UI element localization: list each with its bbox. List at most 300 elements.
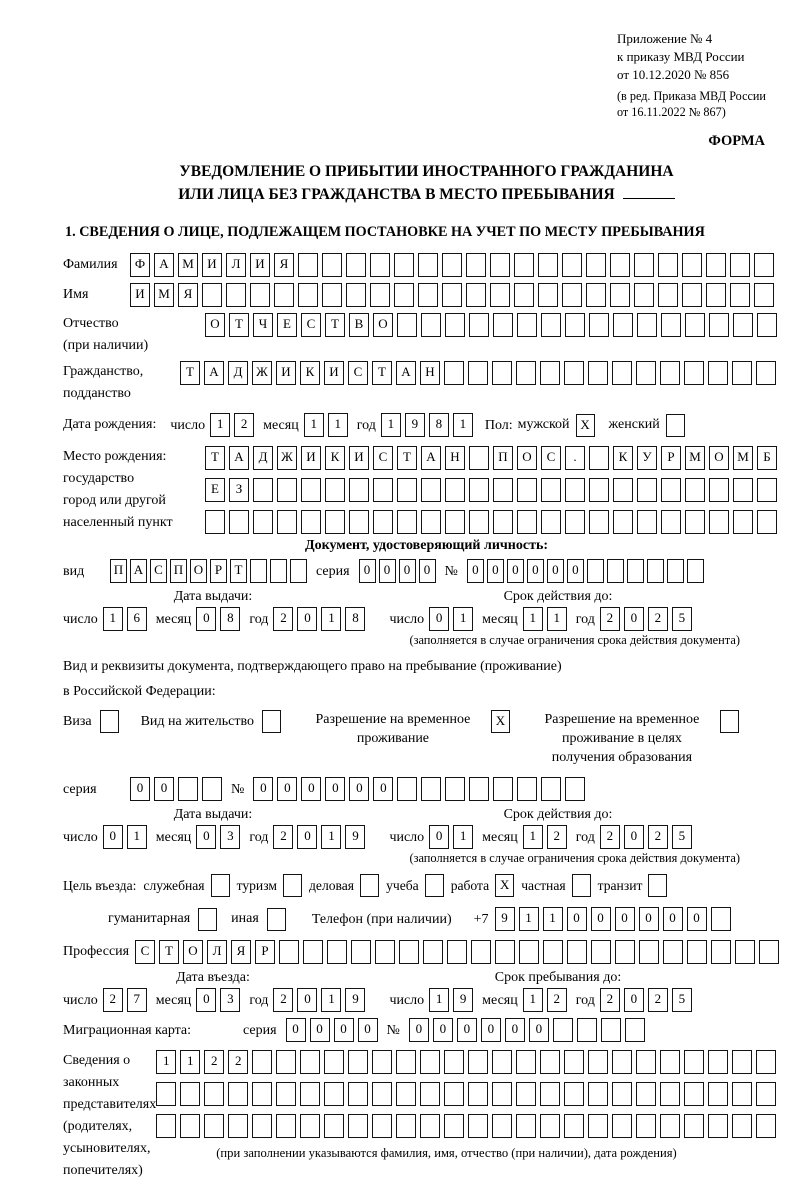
char-box[interactable]: С [301, 313, 321, 337]
char-box[interactable] [588, 1050, 608, 1074]
char-box[interactable] [466, 283, 486, 307]
char-box[interactable] [517, 478, 537, 502]
char-box[interactable] [442, 283, 462, 307]
char-box[interactable]: Е [277, 313, 297, 337]
char-box[interactable]: Т [372, 361, 392, 385]
char-box[interactable] [636, 1114, 656, 1138]
char-box[interactable]: 0 [507, 559, 524, 583]
char-box[interactable]: 0 [419, 559, 436, 583]
char-box[interactable]: 0 [349, 777, 369, 801]
char-box[interactable]: Ж [277, 446, 297, 470]
char-box[interactable]: К [300, 361, 320, 385]
char-box[interactable]: 0 [373, 777, 393, 801]
char-box[interactable]: А [421, 446, 441, 470]
char-box[interactable] [589, 510, 609, 534]
char-box[interactable]: 0 [433, 1018, 453, 1042]
purpose-business-checkbox[interactable] [211, 874, 230, 897]
char-box[interactable]: И [202, 253, 222, 277]
visa-checkbox[interactable] [100, 710, 119, 733]
char-box[interactable] [469, 777, 489, 801]
char-box[interactable]: 0 [196, 825, 216, 849]
char-box[interactable]: 1 [103, 607, 123, 631]
char-box[interactable]: 0 [358, 1018, 378, 1042]
char-box[interactable]: 0 [297, 988, 317, 1012]
char-box[interactable]: 0 [334, 1018, 354, 1042]
purpose-commercial-checkbox[interactable] [360, 874, 379, 897]
char-box[interactable]: 5 [672, 607, 692, 631]
char-box[interactable] [711, 940, 731, 964]
char-box[interactable] [541, 478, 561, 502]
char-box[interactable]: 2 [600, 607, 620, 631]
char-box[interactable]: М [685, 446, 705, 470]
char-box[interactable] [663, 940, 683, 964]
char-box[interactable] [252, 1114, 272, 1138]
char-box[interactable] [420, 1050, 440, 1074]
char-box[interactable] [178, 777, 198, 801]
char-box[interactable] [325, 510, 345, 534]
char-box[interactable]: 2 [648, 607, 668, 631]
char-box[interactable]: 2 [228, 1050, 248, 1074]
char-box[interactable]: И [250, 253, 270, 277]
char-box[interactable] [639, 940, 659, 964]
char-box[interactable]: 0 [297, 825, 317, 849]
char-box[interactable]: Р [255, 940, 275, 964]
char-box[interactable] [420, 1082, 440, 1106]
char-box[interactable] [541, 313, 561, 337]
char-box[interactable] [327, 940, 347, 964]
char-box[interactable]: 1 [156, 1050, 176, 1074]
char-box[interactable] [564, 361, 584, 385]
char-box[interactable] [756, 1114, 776, 1138]
char-box[interactable] [687, 940, 707, 964]
char-box[interactable] [565, 478, 585, 502]
char-box[interactable] [445, 510, 465, 534]
char-box[interactable]: 1 [547, 607, 567, 631]
char-box[interactable] [540, 1050, 560, 1074]
char-box[interactable] [204, 1082, 224, 1106]
char-box[interactable]: 0 [467, 559, 484, 583]
char-box[interactable]: Я [178, 283, 198, 307]
char-box[interactable] [540, 361, 560, 385]
char-box[interactable]: 0 [325, 777, 345, 801]
char-box[interactable] [394, 253, 414, 277]
char-box[interactable] [301, 478, 321, 502]
char-box[interactable] [204, 1114, 224, 1138]
char-box[interactable] [420, 1114, 440, 1138]
char-box[interactable]: 0 [103, 825, 123, 849]
char-box[interactable] [636, 1050, 656, 1074]
char-box[interactable]: 0 [409, 1018, 429, 1042]
char-box[interactable] [250, 283, 270, 307]
char-box[interactable]: 2 [648, 825, 668, 849]
char-box[interactable] [444, 1082, 464, 1106]
char-box[interactable] [516, 361, 536, 385]
char-box[interactable]: 0 [196, 607, 216, 631]
char-box[interactable]: И [276, 361, 296, 385]
char-box[interactable]: 9 [495, 907, 515, 931]
char-box[interactable] [637, 510, 657, 534]
purpose-transit-checkbox[interactable] [648, 874, 667, 897]
char-box[interactable] [732, 361, 752, 385]
char-box[interactable]: 0 [310, 1018, 330, 1042]
char-box[interactable] [274, 283, 294, 307]
char-box[interactable]: С [135, 940, 155, 964]
char-box[interactable] [685, 510, 705, 534]
residence-permit-checkbox[interactable] [262, 710, 281, 733]
char-box[interactable]: И [349, 446, 369, 470]
char-box[interactable] [612, 1050, 632, 1074]
purpose-study-checkbox[interactable] [425, 874, 444, 897]
char-box[interactable]: 0 [429, 607, 449, 631]
char-box[interactable] [324, 1114, 344, 1138]
char-box[interactable] [394, 283, 414, 307]
char-box[interactable] [202, 283, 222, 307]
char-box[interactable] [682, 253, 702, 277]
char-box[interactable]: 0 [567, 907, 587, 931]
char-box[interactable] [660, 1082, 680, 1106]
char-box[interactable] [471, 940, 491, 964]
char-box[interactable] [468, 361, 488, 385]
char-box[interactable]: М [733, 446, 753, 470]
char-box[interactable] [322, 283, 342, 307]
char-box[interactable] [661, 510, 681, 534]
char-box[interactable] [591, 940, 611, 964]
char-box[interactable] [754, 283, 774, 307]
char-box[interactable] [373, 510, 393, 534]
char-box[interactable] [730, 253, 750, 277]
char-box[interactable]: 1 [180, 1050, 200, 1074]
purpose-tourism-checkbox[interactable] [283, 874, 302, 897]
char-box[interactable]: 2 [103, 988, 123, 1012]
char-box[interactable]: Н [445, 446, 465, 470]
char-box[interactable]: Б [757, 446, 777, 470]
char-box[interactable] [348, 1050, 368, 1074]
char-box[interactable] [612, 1082, 632, 1106]
char-box[interactable]: 9 [345, 825, 365, 849]
char-box[interactable]: П [110, 559, 127, 583]
char-box[interactable] [490, 253, 510, 277]
char-box[interactable] [300, 1082, 320, 1106]
char-box[interactable] [757, 313, 777, 337]
char-box[interactable]: Р [210, 559, 227, 583]
char-box[interactable]: 0 [277, 777, 297, 801]
char-box[interactable]: 5 [672, 825, 692, 849]
char-box[interactable] [180, 1114, 200, 1138]
char-box[interactable] [636, 1082, 656, 1106]
char-box[interactable]: 1 [321, 988, 341, 1012]
char-box[interactable] [756, 1050, 776, 1074]
char-box[interactable]: 9 [345, 988, 365, 1012]
char-box[interactable]: 1 [127, 825, 147, 849]
char-box[interactable]: 0 [457, 1018, 477, 1042]
char-box[interactable] [517, 777, 537, 801]
char-box[interactable]: О [205, 313, 225, 337]
char-box[interactable]: 9 [405, 413, 425, 437]
char-box[interactable]: Е [205, 478, 225, 502]
char-box[interactable] [252, 1050, 272, 1074]
char-box[interactable] [706, 283, 726, 307]
char-box[interactable]: 1 [304, 413, 324, 437]
char-box[interactable]: С [150, 559, 167, 583]
char-box[interactable]: 2 [204, 1050, 224, 1074]
char-box[interactable]: 1 [453, 825, 473, 849]
char-box[interactable] [543, 940, 563, 964]
char-box[interactable] [684, 1114, 704, 1138]
char-box[interactable] [711, 907, 731, 931]
char-box[interactable] [421, 478, 441, 502]
char-box[interactable] [610, 283, 630, 307]
char-box[interactable] [348, 1114, 368, 1138]
char-box[interactable] [444, 1114, 464, 1138]
char-box[interactable]: 7 [127, 988, 147, 1012]
gender-male-checkbox[interactable]: X [576, 414, 595, 437]
char-box[interactable] [567, 940, 587, 964]
char-box[interactable] [469, 313, 489, 337]
char-box[interactable]: 0 [529, 1018, 549, 1042]
char-box[interactable] [661, 313, 681, 337]
char-box[interactable] [156, 1114, 176, 1138]
char-box[interactable] [279, 940, 299, 964]
char-box[interactable] [514, 283, 534, 307]
char-box[interactable] [708, 1050, 728, 1074]
char-box[interactable] [346, 253, 366, 277]
char-box[interactable] [588, 361, 608, 385]
char-box[interactable]: 0 [130, 777, 150, 801]
char-box[interactable] [228, 1082, 248, 1106]
char-box[interactable]: С [541, 446, 561, 470]
char-box[interactable] [396, 1050, 416, 1074]
char-box[interactable]: А [130, 559, 147, 583]
char-box[interactable]: Л [207, 940, 227, 964]
char-box[interactable]: И [301, 446, 321, 470]
purpose-humanitarian-checkbox[interactable] [198, 908, 217, 931]
char-box[interactable] [757, 478, 777, 502]
char-box[interactable] [348, 1082, 368, 1106]
char-box[interactable] [601, 1018, 621, 1042]
char-box[interactable]: 2 [547, 825, 567, 849]
char-box[interactable]: 0 [196, 988, 216, 1012]
char-box[interactable] [757, 510, 777, 534]
char-box[interactable] [516, 1082, 536, 1106]
char-box[interactable]: Р [661, 446, 681, 470]
char-box[interactable] [612, 361, 632, 385]
char-box[interactable]: 0 [379, 559, 396, 583]
char-box[interactable] [565, 510, 585, 534]
char-box[interactable] [324, 1050, 344, 1074]
char-box[interactable] [397, 478, 417, 502]
char-box[interactable] [565, 777, 585, 801]
char-box[interactable] [514, 253, 534, 277]
char-box[interactable] [270, 559, 287, 583]
char-box[interactable]: Т [397, 446, 417, 470]
char-box[interactable]: Я [231, 940, 251, 964]
char-box[interactable] [519, 940, 539, 964]
char-box[interactable]: 0 [429, 825, 449, 849]
char-box[interactable] [667, 559, 684, 583]
gender-female-checkbox[interactable] [666, 414, 685, 437]
char-box[interactable]: И [324, 361, 344, 385]
char-box[interactable]: 0 [487, 559, 504, 583]
char-box[interactable] [495, 940, 515, 964]
char-box[interactable]: 1 [381, 413, 401, 437]
char-box[interactable]: 1 [453, 413, 473, 437]
char-box[interactable]: В [349, 313, 369, 337]
char-box[interactable] [660, 361, 680, 385]
char-box[interactable]: 1 [328, 413, 348, 437]
char-box[interactable] [684, 1050, 704, 1074]
char-box[interactable]: 0 [286, 1018, 306, 1042]
char-box[interactable] [708, 361, 728, 385]
char-box[interactable] [682, 283, 702, 307]
char-box[interactable] [733, 478, 753, 502]
char-box[interactable] [325, 478, 345, 502]
char-box[interactable] [397, 510, 417, 534]
char-box[interactable]: 1 [523, 607, 543, 631]
char-box[interactable]: А [229, 446, 249, 470]
char-box[interactable]: Ч [253, 313, 273, 337]
char-box[interactable]: Т [180, 361, 200, 385]
char-box[interactable] [205, 510, 225, 534]
char-box[interactable] [492, 1114, 512, 1138]
char-box[interactable] [733, 510, 753, 534]
char-box[interactable]: Т [159, 940, 179, 964]
char-box[interactable] [516, 1050, 536, 1074]
char-box[interactable] [228, 1114, 248, 1138]
char-box[interactable] [180, 1082, 200, 1106]
char-box[interactable] [253, 510, 273, 534]
char-box[interactable] [468, 1050, 488, 1074]
temp-permit-checkbox[interactable]: X [491, 710, 510, 733]
char-box[interactable] [300, 1050, 320, 1074]
char-box[interactable] [684, 1082, 704, 1106]
char-box[interactable] [250, 559, 267, 583]
char-box[interactable] [370, 253, 390, 277]
char-box[interactable] [298, 283, 318, 307]
char-box[interactable]: 1 [543, 907, 563, 931]
char-box[interactable] [493, 313, 513, 337]
char-box[interactable] [709, 478, 729, 502]
char-box[interactable] [351, 940, 371, 964]
char-box[interactable] [587, 559, 604, 583]
char-box[interactable] [300, 1114, 320, 1138]
char-box[interactable]: 0 [615, 907, 635, 931]
char-box[interactable] [708, 1082, 728, 1106]
char-box[interactable] [492, 1050, 512, 1074]
char-box[interactable] [468, 1114, 488, 1138]
char-box[interactable] [684, 361, 704, 385]
char-box[interactable] [588, 1114, 608, 1138]
char-box[interactable]: 0 [687, 907, 707, 931]
char-box[interactable]: 0 [359, 559, 376, 583]
char-box[interactable]: 2 [273, 607, 293, 631]
char-box[interactable]: 0 [624, 988, 644, 1012]
char-box[interactable] [661, 478, 681, 502]
char-box[interactable] [634, 253, 654, 277]
char-box[interactable]: 2 [600, 825, 620, 849]
char-box[interactable] [370, 283, 390, 307]
char-box[interactable] [492, 361, 512, 385]
char-box[interactable] [373, 478, 393, 502]
char-box[interactable] [706, 253, 726, 277]
char-box[interactable] [564, 1050, 584, 1074]
char-box[interactable] [346, 283, 366, 307]
char-box[interactable] [708, 1114, 728, 1138]
char-box[interactable] [252, 1082, 272, 1106]
char-box[interactable] [322, 253, 342, 277]
char-box[interactable]: 0 [639, 907, 659, 931]
char-box[interactable]: 0 [567, 559, 584, 583]
char-box[interactable] [156, 1082, 176, 1106]
char-box[interactable] [418, 253, 438, 277]
char-box[interactable] [447, 940, 467, 964]
char-box[interactable]: 8 [429, 413, 449, 437]
char-box[interactable] [421, 510, 441, 534]
char-box[interactable]: Т [325, 313, 345, 337]
char-box[interactable] [375, 940, 395, 964]
char-box[interactable]: К [613, 446, 633, 470]
char-box[interactable]: 2 [648, 988, 668, 1012]
char-box[interactable]: К [325, 446, 345, 470]
char-box[interactable] [492, 1082, 512, 1106]
char-box[interactable]: М [178, 253, 198, 277]
char-box[interactable] [444, 1050, 464, 1074]
char-box[interactable]: Л [226, 253, 246, 277]
char-box[interactable] [396, 1114, 416, 1138]
char-box[interactable] [396, 1082, 416, 1106]
char-box[interactable]: О [373, 313, 393, 337]
char-box[interactable]: 2 [273, 825, 293, 849]
char-box[interactable]: А [154, 253, 174, 277]
char-box[interactable] [759, 940, 779, 964]
char-box[interactable] [562, 253, 582, 277]
char-box[interactable] [418, 283, 438, 307]
char-box[interactable] [517, 510, 537, 534]
char-box[interactable] [756, 1082, 776, 1106]
char-box[interactable]: 0 [624, 825, 644, 849]
char-box[interactable] [615, 940, 635, 964]
char-box[interactable] [637, 478, 657, 502]
char-box[interactable]: 1 [453, 607, 473, 631]
char-box[interactable] [468, 1082, 488, 1106]
char-box[interactable]: 0 [399, 559, 416, 583]
char-box[interactable] [298, 253, 318, 277]
char-box[interactable] [564, 1082, 584, 1106]
char-box[interactable] [445, 777, 465, 801]
char-box[interactable] [444, 361, 464, 385]
char-box[interactable]: Т [205, 446, 225, 470]
char-box[interactable]: П [170, 559, 187, 583]
char-box[interactable] [276, 1082, 296, 1106]
char-box[interactable] [564, 1114, 584, 1138]
char-box[interactable]: Я [274, 253, 294, 277]
char-box[interactable] [589, 313, 609, 337]
char-box[interactable]: 2 [273, 988, 293, 1012]
char-box[interactable] [562, 283, 582, 307]
char-box[interactable]: 0 [154, 777, 174, 801]
char-box[interactable] [540, 1114, 560, 1138]
purpose-private-checkbox[interactable] [572, 874, 591, 897]
char-box[interactable] [303, 940, 323, 964]
char-box[interactable] [349, 478, 369, 502]
char-box[interactable] [660, 1050, 680, 1074]
purpose-work-checkbox[interactable]: X [495, 874, 514, 897]
char-box[interactable]: 0 [301, 777, 321, 801]
char-box[interactable] [730, 283, 750, 307]
char-box[interactable] [612, 1114, 632, 1138]
char-box[interactable]: 0 [505, 1018, 525, 1042]
char-box[interactable] [586, 283, 606, 307]
char-box[interactable] [754, 253, 774, 277]
